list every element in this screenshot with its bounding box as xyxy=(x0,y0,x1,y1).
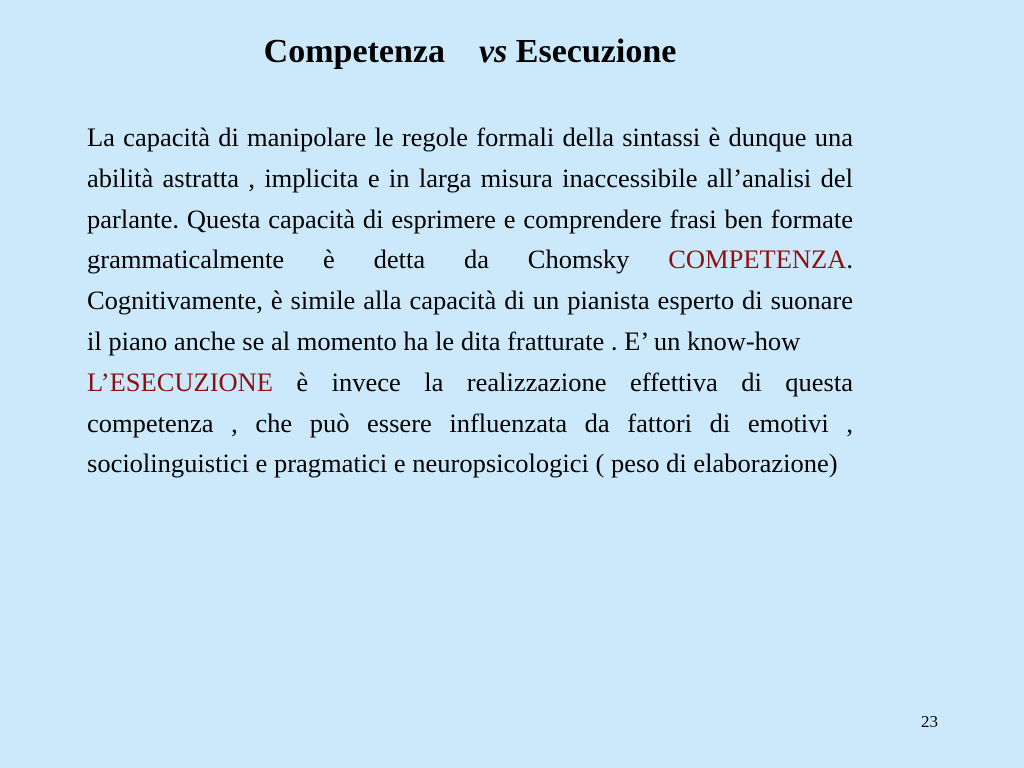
slide-title xyxy=(0,30,940,74)
title-vs: vs xyxy=(478,33,508,70)
title-part-competenza: Competenza xyxy=(263,33,445,70)
paragraph-competenza-text-a: La capacità di manipolare le regole formali della sintassi è dunque una abilità astratta , implicita e in larga misura inaccessibile all’analisi del parlante. Questa capacità di esprimere e comprendere frasi ben formate grammaticalmente è detta da Chomsky xyxy=(87,122,853,275)
paragraph-competenza xyxy=(87,117,853,362)
term-esecuzione: L’ESECUZIONE xyxy=(87,366,273,397)
term-competenza: COMPETENZA xyxy=(668,244,847,275)
title-spacer xyxy=(445,33,479,70)
page-number: 23 xyxy=(921,712,938,731)
paragraph-competenza-text-b: . Cognitivamente, è simile alla capacità di un pianista esperto di suonare il piano anche se al momento ha le dita fratturate . E’ un know-how xyxy=(87,244,853,356)
paragraph-esecuzione xyxy=(87,362,853,484)
paragraph-esecuzione-text: è invece la realizzazione effettiva di questa competenza , che può essere influenzata da fattori di emotivi , sociolinguistici e pragmatici e neuropsicologici ( peso di elaborazione) xyxy=(87,366,853,479)
title-part-esecuzione: Esecuzione xyxy=(507,33,677,70)
slide-body xyxy=(87,117,853,484)
